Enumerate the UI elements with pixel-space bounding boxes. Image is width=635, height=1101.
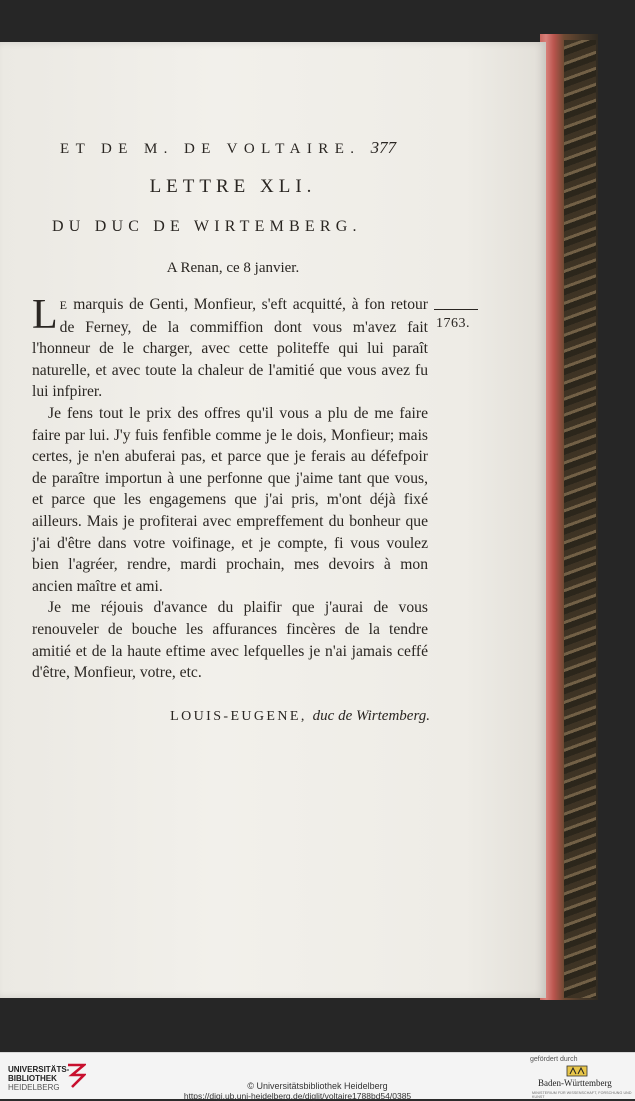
letter-body bbox=[32, 294, 428, 684]
signature bbox=[120, 708, 430, 725]
letter-subtitle: DU DUC DE WIRTEMBERG. bbox=[52, 218, 362, 235]
coat-of-arms-icon bbox=[566, 1065, 588, 1077]
funded-by-label: gefördert durch bbox=[530, 1056, 578, 1063]
funder-name[interactable]: Baden-Württemberg bbox=[538, 1078, 612, 1088]
book-page bbox=[0, 42, 546, 998]
dateline: A Renan, ce 8 janvier. bbox=[166, 260, 300, 276]
running-head bbox=[60, 138, 430, 158]
marbled-cover bbox=[564, 40, 596, 998]
library-name-line3: HEIDELBERG bbox=[8, 1083, 60, 1092]
running-head-text: ET DE M. DE VOLTAIRE. bbox=[60, 141, 361, 157]
funder-subtitle: MINISTERIUM FÜR WISSENSCHAFT, FORSCHUNG UND KUNST bbox=[532, 1091, 632, 1099]
paragraph-1 bbox=[32, 294, 428, 403]
library-name-line1: UNIVERSITÄTS- bbox=[8, 1065, 70, 1074]
signature-name: LOUIS-EUGENE, bbox=[170, 709, 307, 724]
signature-title: duc de Wirtemberg. bbox=[312, 708, 430, 724]
paragraph-2: Je fens tout le prix des offres qu'il vous a plu de me faire faire par lui. J'y fuis fenfible comme je le dois, Monfieur; mais certes, je n'en abuferai pas, et parce que je ferais au défefpoir de paraître importun à une perfonne que j'aime tant que vous, et parce que les engagemens que j'ai pris, m'ont déjà fixé ailleurs. Mais je profiterai avec empreffement du bonheur que j'ai d'être dans votre voifinage, et je compte, fi vous voulez bien l'agréer, rendre, mardi prochain, mes devoirs à mon ancien maître et ami. bbox=[32, 404, 428, 595]
library-name-line2: BIBLIOTHEK bbox=[8, 1074, 57, 1083]
lead-letter: E bbox=[59, 298, 68, 312]
paragraph-1-text: marquis de Genti, Monfieur, s'eft acquitté, à fon retour de Ferney, de la commiffion dont vous m'avez fait l'honneur de le charger, avec cette politeffe qui lui paraît naturelle, et avec toute la chaleur de l'amitié que vous avez fu lui infpirer. bbox=[32, 296, 428, 401]
margin-year: 1763. bbox=[436, 316, 470, 331]
letter-title: LETTRE XLI. bbox=[149, 176, 317, 197]
paragraph-3: Je me réjouis d'avance du plaifir que j'aurai de vous renouveler de bouche les affurances fincères de la tendre amitié et de la haute eftime avec lefquelles je n'ai jamais ceffé d'être, Monfieur, votre, etc. bbox=[32, 599, 428, 682]
page-number: 377 bbox=[370, 138, 397, 157]
permalink-url[interactable]: https://digi.ub.uni-heidelberg.de/diglit/voltaire1788bd54/0385 bbox=[183, 1091, 412, 1101]
margin-rule bbox=[434, 309, 478, 310]
viewer-footer bbox=[0, 1052, 635, 1099]
drop-cap: L bbox=[32, 292, 58, 338]
copyright-text: © Universitätsbibliothek Heidelberg bbox=[247, 1081, 388, 1091]
